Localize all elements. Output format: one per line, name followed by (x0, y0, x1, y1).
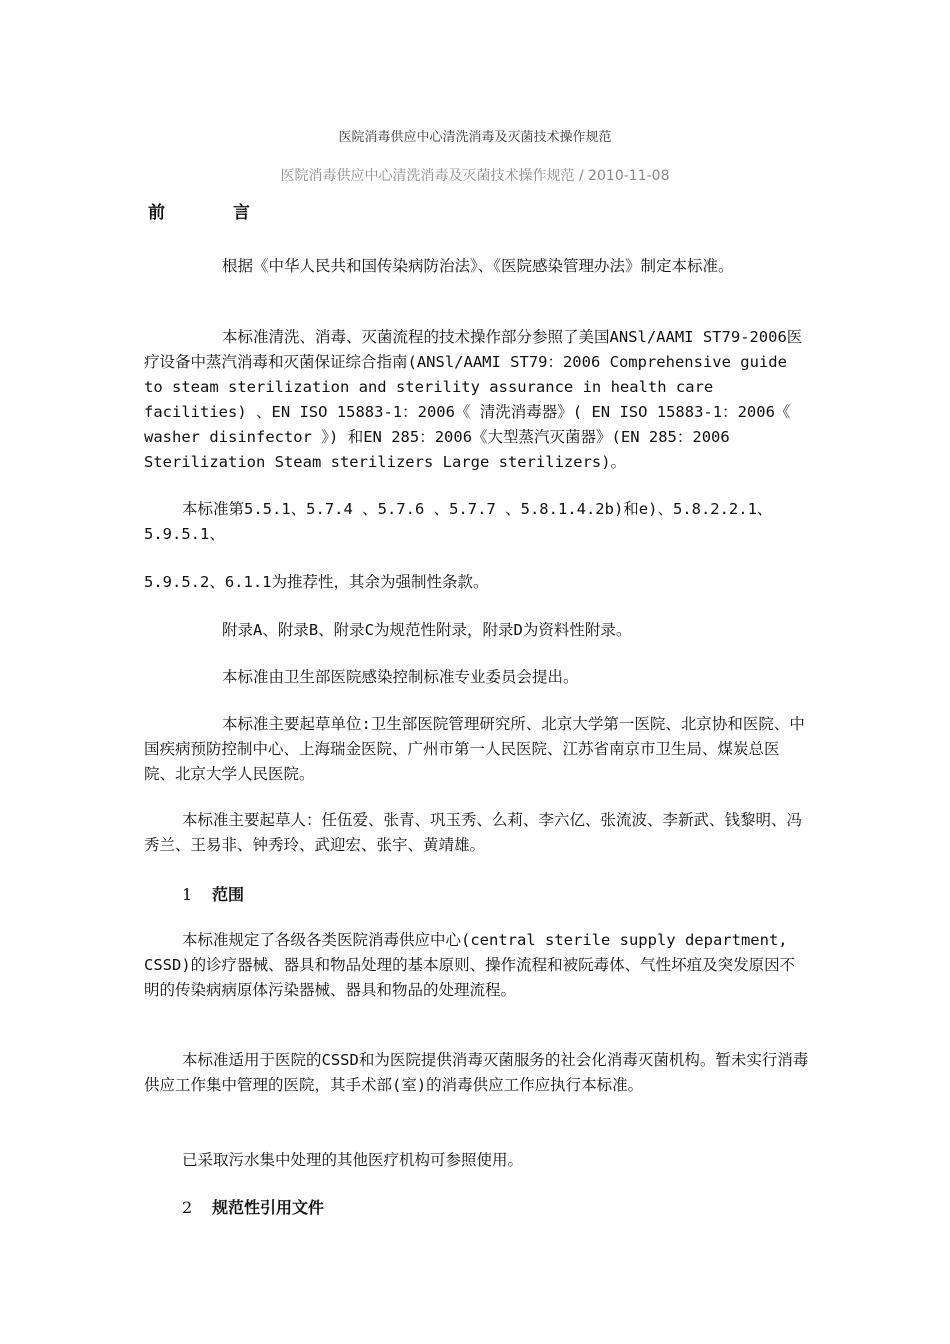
paragraph-appendices: 附录A、附录B、附录C为规范性附录，附录D为资料性附录。 (222, 621, 632, 639)
section-number: 1 (182, 885, 193, 904)
section-number: 2 (182, 1198, 193, 1217)
paragraph-recommended-clauses: 本标准第5.5.1、5.7.4 、5.7.6 、5.7.7 、5.8.1.4.2b)和e)、5.8.2.2.1、5.9.5.1、 (144, 500, 773, 543)
paragraph-mandatory-clauses: 5.9.5.2、6.1.1为推荐性，其余为强制性条款。 (144, 573, 489, 591)
paragraph-reference-use: 已采取污水集中处理的其他医疗机构可参照使用。 (182, 1151, 524, 1169)
paragraph-applicability: 本标准适用于医院的CSSD和为医院提供消毒灭菌服务的社会化消毒灭菌机构。暂未实行消毒供应工作集中管理的医院，其手术部(室)的消毒供应工作应执行本标准。 (144, 1051, 809, 1094)
section-title: 范围 (212, 885, 245, 904)
section-title: 规范性引用文件 (212, 1198, 325, 1217)
paragraph-references: 本标准清洗、消毒、灭菌流程的技术操作部分参照了美国ANSl/AAMI ST79-2006医疗设备中蒸汽消毒和灭菌保证综合指南(ANSl/AAMI ST79：2006 Comprehensive guide to steam sterilization and sterility assurance in health care facilities) 、EN ISO 15883-1：2006《 清洗消毒器》( EN ISO 15883-1：2006《 washer disinfector 》) 和EN 285：2006《大型蒸汽灭菌器》(EN 285：2006 Sterilization Steam sterilizers Large sterilizers)。 (144, 328, 803, 471)
paragraph-drafting-units: 本标准主要起草单位:卫生部医院管理研究所、北京大学第一医院、北京协和医院、中国疾病预防控制中心、上海瑞金医院、广州市第一人民医院、江苏省南京市卫生局、煤炭总医院、北京大学人民医院。 (144, 715, 805, 783)
paragraph-drafters: 本标准主要起草人：任伍爱、张青、巩玉秀、么莉、李六亿、张流波、李新武、钱黎明、冯秀兰、王易非、钟秀玲、武迎宏、张宇、黄靖雄。 (144, 811, 803, 854)
paragraph-scope: 本标准规定了各级各类医院消毒供应中心(central sterile supply department, CSSD)的诊疗器械、器具和物品处理的基本原则、操作流程和被阮毒体、气性坏疽及突发原因不明的传染病病原体污染器械、器具和物品的处理流程。 (144, 931, 796, 999)
section-heading-normative-references (182, 1195, 324, 1218)
document-subtitle: 医院消毒供应中心清洗消毒及灭菌技术操作规范 / 2010-11-08 (280, 168, 670, 184)
document-title: 医院消毒供应中心清洗消毒及灭菌技术操作规范 (338, 130, 612, 145)
preface-char-left: 前 (148, 203, 165, 223)
preface-char-right: 言 (233, 203, 250, 223)
section-heading-scope (182, 882, 244, 905)
preface-heading (148, 198, 250, 223)
paragraph-proposer: 本标准由卫生部医院感染控制标准专业委员会提出。 (222, 668, 579, 686)
paragraph-basis: 根据《中华人民共和国传染病防治法》、《医院感染管理办法》制定本标准。 (222, 257, 734, 275)
